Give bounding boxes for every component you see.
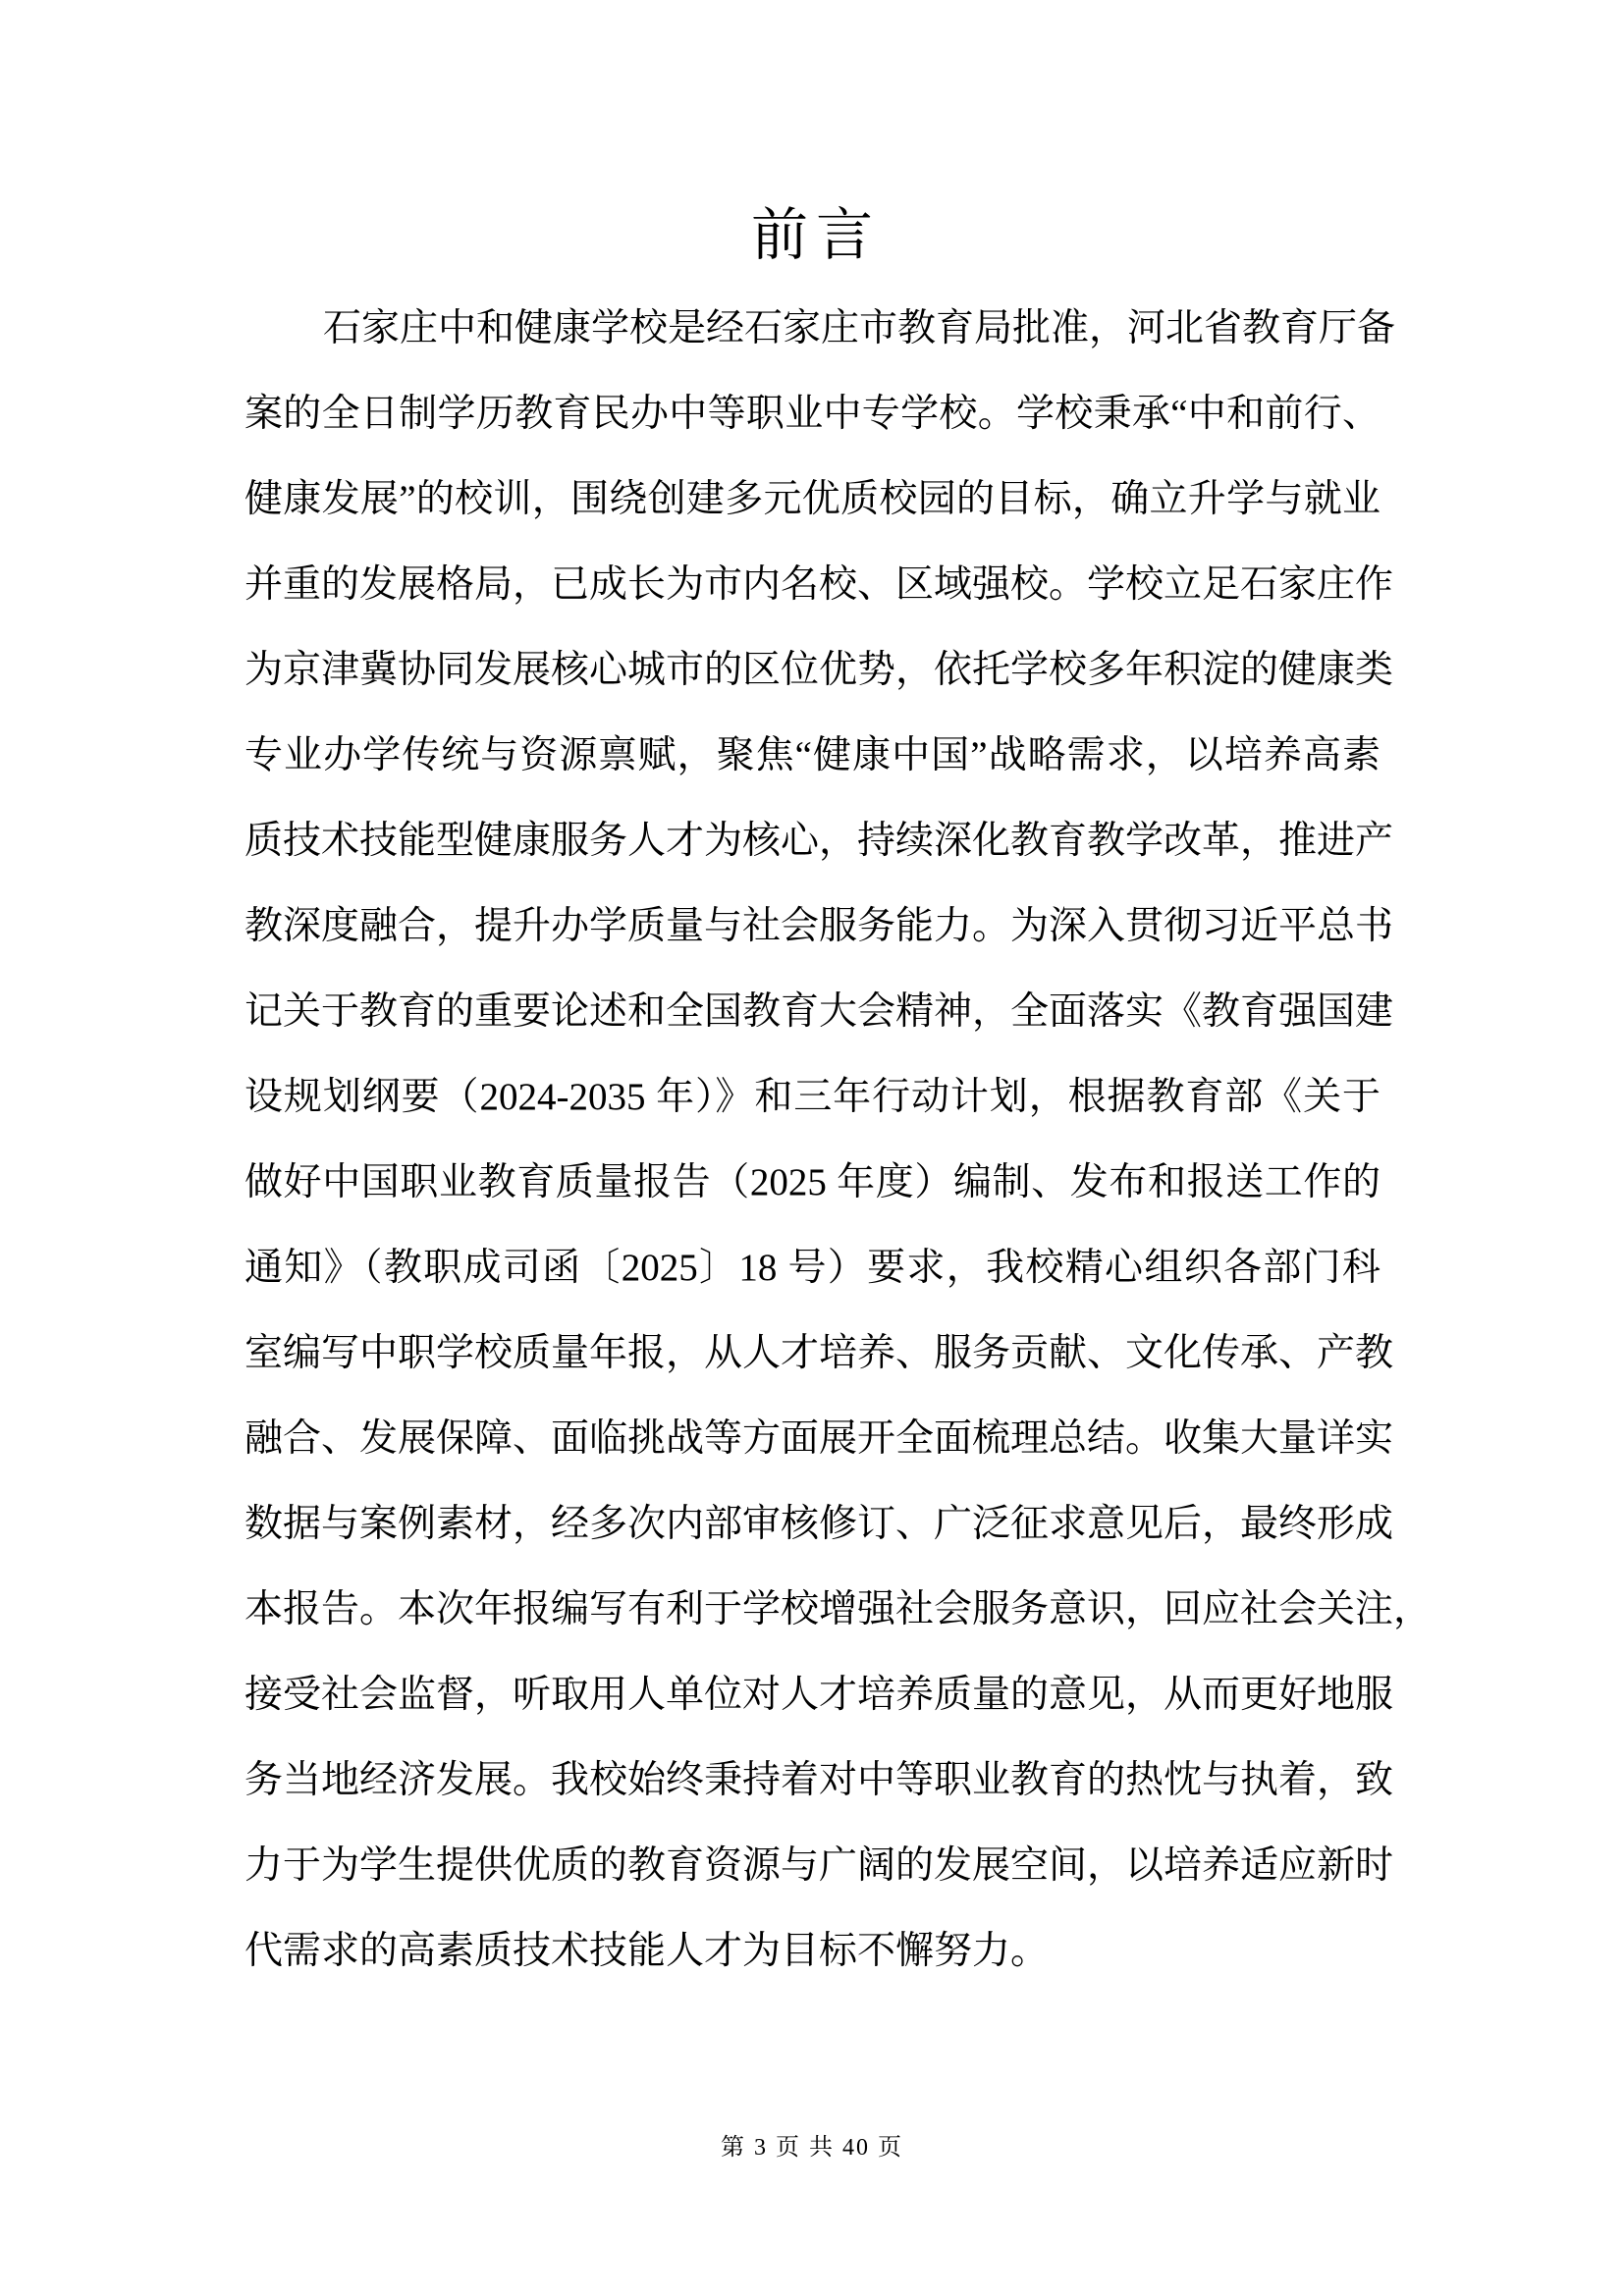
text-line: 并重的发展格局，已成长为市内名校、区域强校。学校立足石家庄作: [244, 563, 1394, 606]
text-line: 做好中国职业教育质量报告（2025 年度）编制、发布和报送工作的: [244, 1161, 1380, 1203]
text-line: 案的全日制学历教育民办中等职业中专学校。学校秉承“中和前行、: [244, 393, 1380, 435]
page-title: 前言: [750, 203, 881, 267]
text-line: 力于为学生提供优质的教育资源与广阔的发展空间，以培养适应新时: [244, 1844, 1394, 1887]
text-line: 记关于教育的重要论述和全国教育大会精神，全面落实《教育强国建: [244, 990, 1394, 1033]
text-line: 健康发展”的校训，围绕创建多元优质校园的目标，确立升学与就业: [244, 478, 1380, 520]
text-line: 代需求的高素质技术技能人才为目标不懈努力。: [244, 1930, 1050, 1972]
text-line: 质技术技能型健康服务人才为核心，持续深化教育教学改革，推进产: [244, 820, 1394, 862]
text-line: 数据与案例素材，经多次内部审核修订、广泛征求意见后，最终形成: [244, 1503, 1394, 1545]
text-line: 设规划纲要（2024-2035 年）》和三年行动计划，根据教育部《关于: [244, 1076, 1380, 1118]
text-line: 接受社会监督，听取用人单位对人才培养质量的意见，从而更好地服: [244, 1674, 1394, 1716]
text-line: 室编写中职学校质量年报，从人才培养、服务贡献、文化传承、产教: [244, 1332, 1394, 1374]
text-line: 本报告。本次年报编写有利于学校增强社会服务意识，回应社会关注，: [244, 1588, 1433, 1630]
text-line: 教深度融合，提升办学质量与社会服务能力。为深入贯彻习近平总书: [244, 905, 1394, 947]
text-line: 专业办学传统与资源禀赋，聚焦“健康中国”战略需求，以培养高素: [244, 734, 1380, 776]
text-line: 为京津冀协同发展核心城市的区位优势，依托学校多年积淀的健康类: [244, 649, 1394, 691]
preface-paragraph: [244, 286, 1433, 1994]
text-line: 务当地经济发展。我校始终秉持着对中等职业教育的热忱与执着，致: [244, 1759, 1394, 1801]
text-line: 石家庄中和健康学校是经石家庄市教育局批准，河北省教育厅备: [323, 307, 1396, 349]
text-line: 融合、发展保障、面临挑战等方面展开全面梳理总结。收集大量详实: [244, 1417, 1394, 1460]
page-footer: 第 3 页 共 40 页: [721, 2135, 903, 2161]
text-line: 通知》（教职成司函〔2025〕18 号）要求，我校精心组织各部门科: [244, 1247, 1380, 1289]
